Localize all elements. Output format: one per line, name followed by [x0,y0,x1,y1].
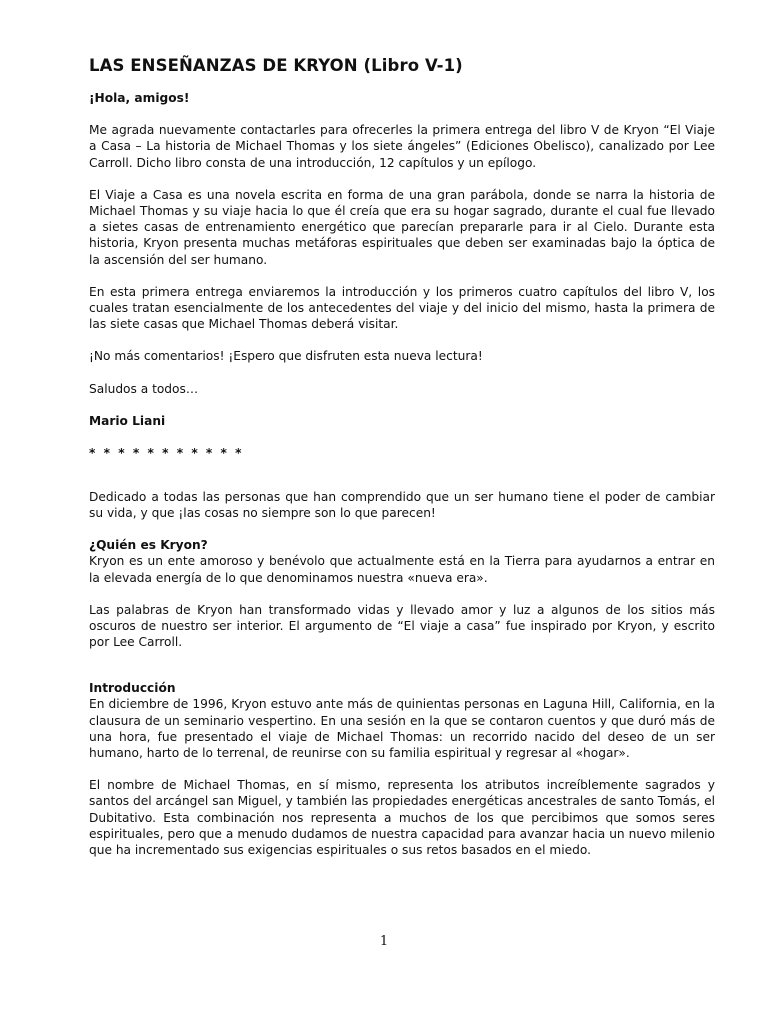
greeting: ¡Hola, amigos! [89,91,190,105]
introduction-paragraph-2: El nombre de Michael Thomas, en sí mismo, representa los atributos increíblemente sagrados y santos del arcángel san Miguel, y también las propiedades energéticas ancestrales de santo Tomás, el Dubitativo. Esta combinación nos representa a muchos de los que percibimos que somos seres espirituales, pero que a menudo dudamos de nuestra capacidad para avanzar hacia un nuevo milenio que ha incrementado sus exigencias espirituales o sus retos basados en el miedo. [89,778,715,858]
paragraph-intro-3: En esta primera entrega enviaremos la introducción y los primeros cuatro capítulos del libro V, los cuales tratan esencialmente de los antecedentes del viaje y del inicio del mismo, hasta la primera de las siete casas que Michael Thomas deberá visitar. [89,284,715,332]
paragraph-intro-2: El Viaje a Casa es una novela escrita en forma de una gran parábola, donde se narra la historia de Michael Thomas y su viaje hacia lo que él creía que era su hogar sagrado, durante el cual fue llevado a sietes casas de entrenamiento energético que parecían prepararle para ir al Cielo. Durante esta historia, Kryon presenta muchas metáforas espirituales que deben ser examinadas bajo la óptica de la ascensión del ser humano. [89,187,715,267]
document-title: LAS ENSEÑANZAS DE KRYON (Libro V-1) [89,56,463,75]
section-heading-who-is-kryon: ¿Quién es Kryon? [89,538,208,553]
section-heading-introduction: Introducción [89,681,176,696]
signature: Mario Liani [89,413,166,428]
separator: * * * * * * * * * * * [89,446,244,461]
dedication: Dedicado a todas las personas que han comprendido que un ser humano tiene el poder de cambiar su vida, y que ¡las cosas no siempre son lo que parecen! [89,490,715,521]
paragraph-intro-1: Me agrada nuevamente contactarles para ofrecerles la primera entrega del libro V de Kryon “El Viaje a Casa – La historia de Michael Thomas y los siete ángeles” (Ediciones Obelisco), canalizado por Lee Carroll. Dicho libro consta de una introducción, 12 capítulos y un epílogo. [89,123,715,170]
who-is-kryon-paragraph-2: Las palabras de Kryon han transformado vidas y llevado amor y luz a algunos de los sitios más oscuros de nuestro ser interior. El argumento de “El viaje a casa” fue inspirado por Kryon, y escrito por Lee Carroll. [89,602,715,650]
who-is-kryon-paragraph-1: Kryon es un ente amoroso y benévolo que actualmente está en la Tierra para ayudarnos a entrar en la elevada energía de lo que denominamos nuestra «nueva era». [89,554,715,585]
introduction-paragraph-1: En diciembre de 1996, Kryon estuvo ante más de quinientas personas en Laguna Hill, California, en la clausura de un seminario vespertino. En una sesión en la que se contaron cuentos y que duró más de una hora, fue presentado el viaje de Michael Thomas: un recorrido nacido del deseo de un ser humano, harto de lo terrenal, de reunirse con su familia espiritual y regresar al «hogar». [89,697,715,761]
page-number: 1 [379,934,389,949]
paragraph-intro-5: Saludos a todos… [89,381,199,396]
document-content [89,56,715,874]
section-spacer [89,666,715,680]
paragraph-intro-4: ¡No más comentarios! ¡Espero que disfruten esta nueva lectura! [89,349,483,364]
